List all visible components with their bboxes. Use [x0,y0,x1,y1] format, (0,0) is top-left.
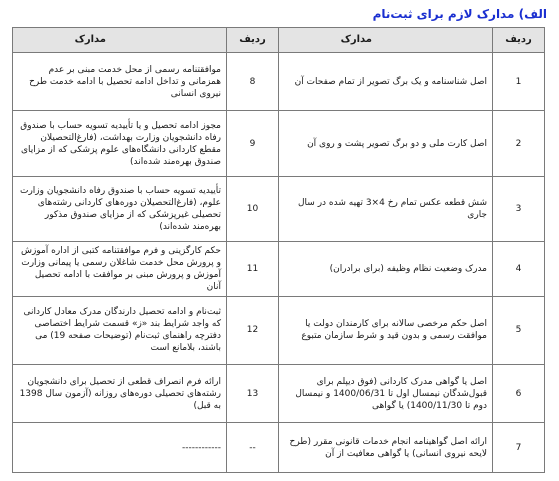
section-heading: الف) مدارک لازم برای ثبت‌نام [372,7,547,21]
document-text: اصل کارت ملی و دو برگ تصویر پشت و روی آن [279,111,493,177]
row-number: 4 [493,241,545,296]
row-number: 6 [493,365,545,423]
document-text: ارائه اصل گواهینامه انجام خدمات قانونی مقرر (طرح لایحه نیروی انسانی) یا گواهی معافیت از آن [279,423,493,473]
document-text: حکم کارگزینی و فرم موافقتنامه کتبی از اداره آموزش و پرورش محل خدمت شاغلان رسمی یا پیمانی وزارت آموزش و پرورش مبنی بر موافقت با ادامه تحصیل آنان [13,241,227,296]
row-number: 12 [227,296,279,364]
document-text: شش قطعه عکس تمام رخ 4×3 تهیه شده در سال جاری [279,177,493,241]
row-number: 5 [493,296,545,364]
row-number-header-right: ردیف [493,28,545,53]
document-text: موافقتنامه رسمی از محل خدمت مبنی بر عدم همزمانی و تداخل ادامه تحصیل با ادامه خدمت طرح نیروی انسانی [13,53,227,111]
document-text: اصل حکم مرخصی سالانه برای کارمندان دولت یا موافقت رسمی و بدون قید و شرط سازمان متبوع [279,296,493,364]
row-number: 9 [227,111,279,177]
table-row [13,111,545,177]
table-row [13,423,545,473]
document-text: مدرک وضعیت نظام وظیفه (برای برادران) [279,241,493,296]
document-text: اصل یا گواهی مدرک کاردانی (فوق دیپلم برای قبول‌شدگان نیمسال اول تا 1400/06/31 و نیمسال دوم تا 1400/11/30) یا گواهی [279,365,493,423]
table-row [13,241,545,296]
document-text: ثبت‌نام و ادامه تحصیل دارندگان مدرک معادل کاردانی که واجد شرایط بند «ز» قسمت شرایط اختصاصی دفترچه راهنمای ثبت‌نام (توضیحات صفحه 19) می باشند، بلامانع است [13,296,227,364]
document-text: تأییدیه تسویه حساب با صندوق رفاه دانشجویان وزارت علوم، (فارغ‌التحصیلان دوره‌های کاردانی رشته‌های تحصیلی غیرپزشکی که از مزایای صندوق مذکور بهره‌مند شده‌اند) [13,177,227,241]
row-number: 1 [493,53,545,111]
documents-header-left: مدارک [13,28,227,53]
row-number: 10 [227,177,279,241]
row-number: 11 [227,241,279,296]
row-number: 7 [493,423,545,473]
row-number: -- [227,423,279,473]
document-text: اصل شناسنامه و یک برگ تصویر از تمام صفحات آن [279,53,493,111]
document-text: مجوز ادامه تحصیل و یا تأییدیه تسویه حساب با صندوق رفاه دانشجویان وزارت بهداشت، (فارغ‌التحصیلان مقطع کاردانی دانشگاه‌های علوم پزشکی که از مزایای صندوق بهره‌مند شده‌اند) [13,111,227,177]
table-row [13,296,545,364]
table-header-row [13,28,545,53]
row-number: 3 [493,177,545,241]
requirements-table [12,27,545,473]
row-number: 2 [493,111,545,177]
row-number: 8 [227,53,279,111]
table-row [13,365,545,423]
row-number: 13 [227,365,279,423]
table-row [13,177,545,241]
table-row [13,53,545,111]
document-text: ارائه فرم انصراف قطعی از تحصیل برای دانشجویان رشته‌های تحصیلی دوره‌های روزانه (آزمون سال 1398 به قبل) [13,365,227,423]
row-number-header-left: ردیف [227,28,279,53]
document-text: ------------ [13,423,227,473]
documents-header-right: مدارک [279,28,493,53]
